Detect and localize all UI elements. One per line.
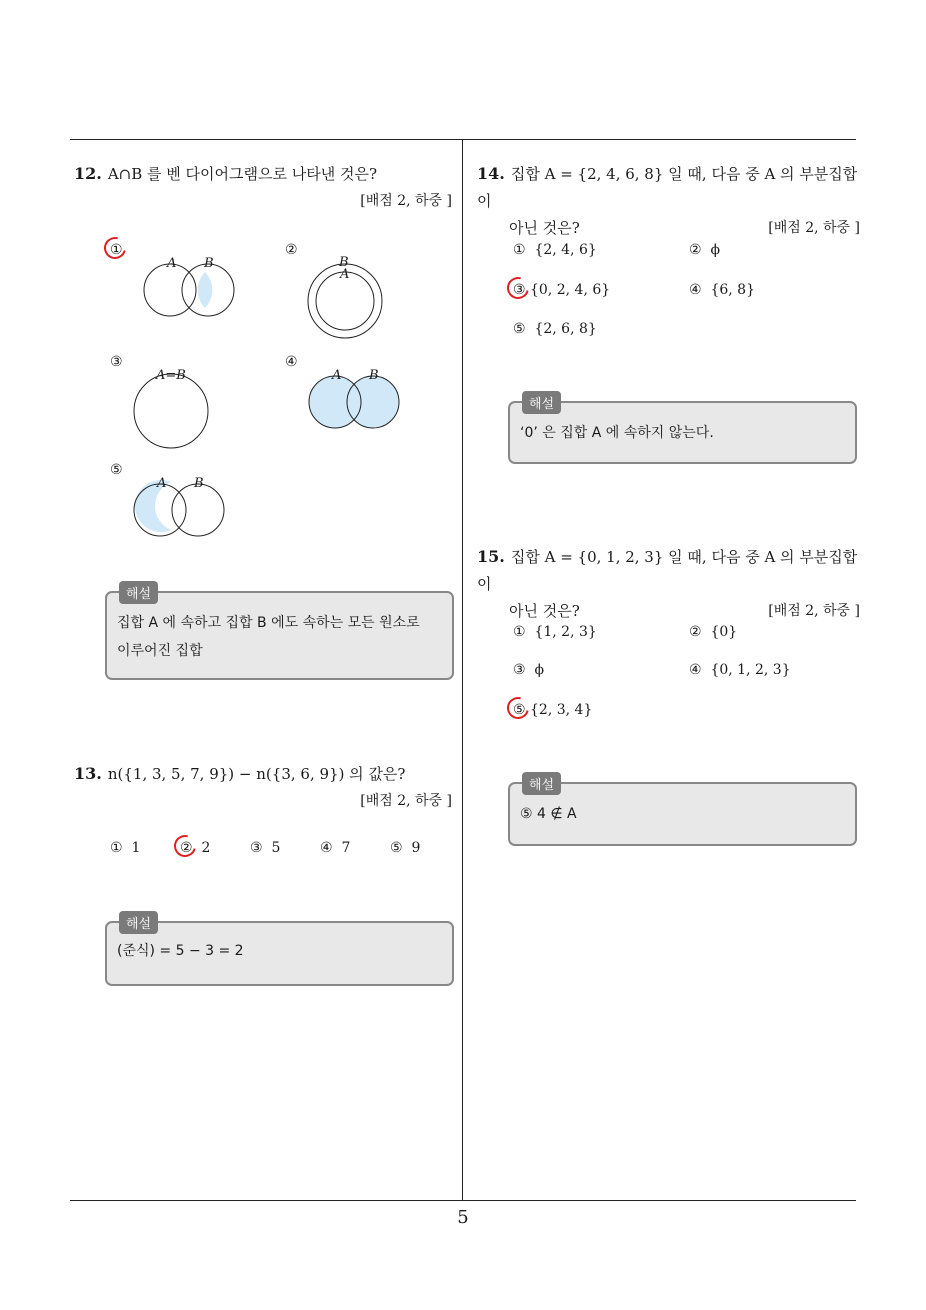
question-12	[74, 160, 452, 215]
choice-2[interactable]: ② ϕ	[689, 242, 721, 258]
option-5[interactable]	[108, 460, 248, 550]
question-meta: [배점 2, 하중 ]	[360, 193, 452, 209]
choices-14	[513, 242, 853, 342]
explanation-line: (준식) = 5 − 3 = 2	[117, 943, 244, 959]
top-rule	[70, 139, 856, 140]
explanation-tag: 해설	[119, 911, 158, 934]
question-text-cont: 아닌 것은?	[509, 602, 580, 620]
choice-1[interactable]: ① {1, 2, 3}	[513, 624, 597, 640]
question-meta: [배점 2, 하중 ]	[360, 793, 452, 809]
option-2[interactable]	[285, 240, 405, 340]
set-label-a: A	[167, 256, 177, 271]
intersection-region	[198, 272, 212, 308]
question-text: A∩B 를 벤 다이어그램으로 나타낸 것은?	[107, 165, 378, 183]
choice-3[interactable]: ③ {0, 2, 4, 6}	[513, 282, 610, 298]
correct-answer-mark	[503, 273, 533, 303]
option-number: ②	[285, 242, 298, 258]
bottom-rule	[70, 1200, 856, 1201]
choice-2[interactable]: ② 2	[180, 840, 210, 856]
explanation-line: 집합 A 에 속하고 집합 B 에도 속하는 모든 원소로	[117, 615, 420, 631]
explanation-box-12	[105, 587, 454, 680]
option-1[interactable]	[108, 240, 248, 330]
choice-1[interactable]: ① 1	[110, 840, 141, 856]
option-number: ⑤	[110, 462, 123, 478]
explanation-line: ‘0’ 은 집합 A 에 속하지 않는다.	[520, 425, 714, 441]
choice-5[interactable]: ⑤ {2, 6, 8}	[513, 321, 597, 337]
choice-3[interactable]: ③ 5	[250, 840, 281, 856]
choice-4[interactable]: ④ 7	[320, 840, 351, 856]
set-label-a-equals-b: A=B	[156, 368, 186, 383]
explanation-tag: 해설	[522, 772, 561, 795]
choice-1[interactable]: ① {2, 4, 6}	[513, 242, 597, 258]
option-number: ③	[110, 354, 123, 370]
question-14	[477, 160, 858, 242]
set-label-b: B	[194, 476, 204, 491]
choice-3[interactable]: ③ ϕ	[513, 662, 545, 678]
column-divider	[462, 139, 463, 1200]
choice-5[interactable]: ⑤ {2, 3, 4}	[513, 702, 592, 718]
option-3[interactable]	[108, 352, 248, 452]
question-number: 14.	[477, 164, 505, 183]
question-15	[477, 543, 858, 625]
question-text: 집합 A = {2, 4, 6, 8} 일 때, 다음 중 A 의 부분집합이	[477, 165, 858, 210]
question-text-cont: 아닌 것은?	[509, 219, 580, 237]
option-number: ④	[285, 354, 298, 370]
question-number: 13.	[74, 764, 102, 783]
explanation-box-13	[105, 917, 454, 986]
question-number: 12.	[74, 164, 102, 183]
page-number: 5	[457, 1207, 469, 1228]
choices-15	[513, 624, 853, 724]
explanation-tag: 해설	[522, 391, 561, 414]
option-number: ①	[110, 242, 123, 258]
question-13	[74, 760, 452, 815]
choice-4[interactable]: ④ {6, 8}	[689, 282, 755, 298]
set-label-b: B	[369, 368, 379, 383]
correct-answer-mark	[503, 693, 533, 723]
choice-4[interactable]: ④ {0, 1, 2, 3}	[689, 662, 791, 678]
set-label-a: A	[340, 267, 350, 282]
question-text: 집합 A = {0, 1, 2, 3} 일 때, 다음 중 A 의 부분집합이	[477, 548, 858, 593]
set-label-b: B	[339, 255, 349, 270]
choices-13	[110, 840, 450, 864]
question-meta: [배점 2, 하중 ]	[768, 220, 860, 236]
venn-diagram-3	[108, 352, 248, 452]
venn-diagram-4	[285, 352, 415, 442]
question-text: n({1, 3, 5, 7, 9}) − n({3, 6, 9}) 의 값은?	[107, 765, 406, 783]
explanation-tag: 해설	[119, 581, 158, 604]
set-label-b: B	[204, 256, 214, 271]
option-4[interactable]	[285, 352, 415, 442]
explanation-box-14	[508, 397, 857, 464]
set-label-a: A	[332, 368, 342, 383]
question-meta: [배점 2, 하중 ]	[768, 603, 860, 619]
set-label-a: A	[157, 476, 167, 491]
explanation-line: ⑤ 4 ∉ A	[520, 806, 577, 822]
correct-answer-mark	[170, 831, 200, 861]
choice-5[interactable]: ⑤ 9	[390, 840, 421, 856]
explanation-box-15	[508, 778, 857, 846]
choice-2[interactable]: ② {0}	[689, 624, 738, 640]
venn-diagram-5	[108, 460, 248, 550]
venn-diagram-1	[108, 240, 248, 330]
explanation-line: 이루어진 집합	[117, 643, 203, 659]
question-number: 15.	[477, 547, 505, 566]
